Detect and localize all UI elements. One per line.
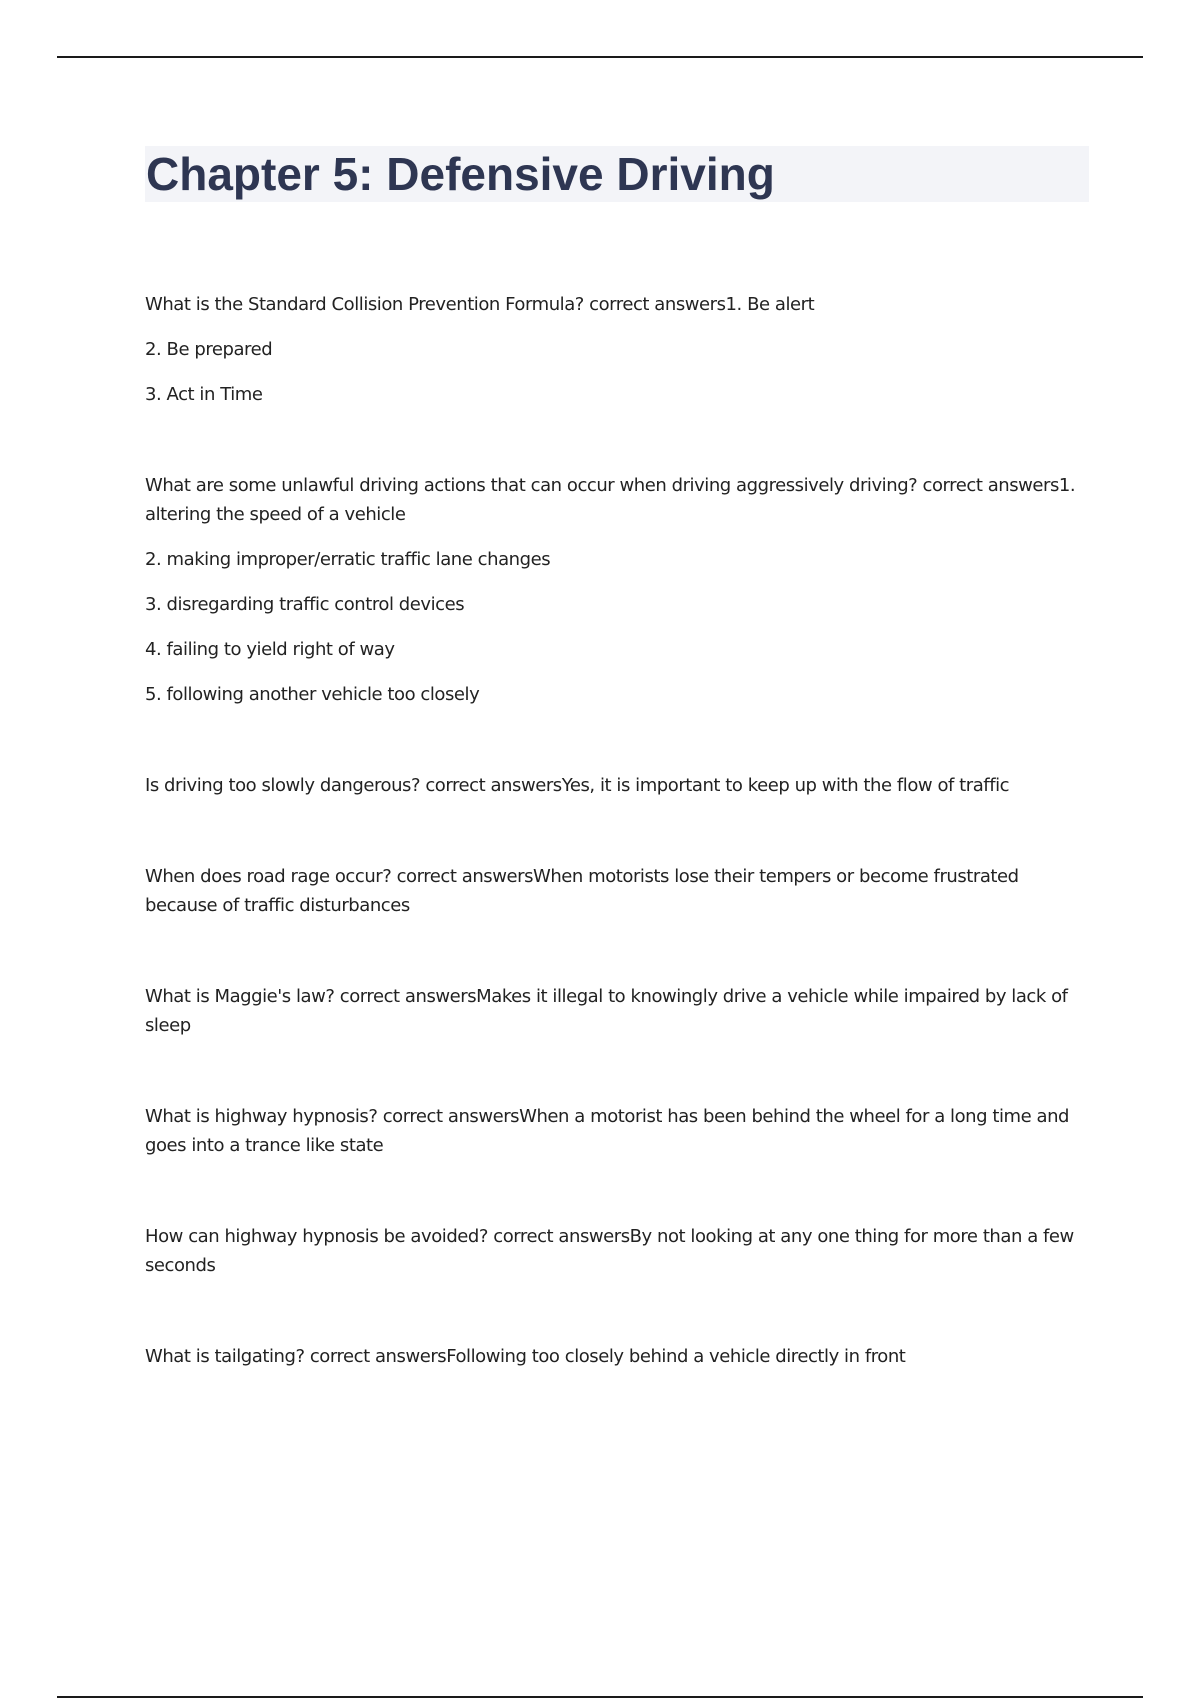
- qa-entry: [145, 862, 1095, 920]
- page-title: Chapter 5: Defensive Driving: [146, 148, 775, 200]
- qa-entry: [145, 1102, 1095, 1160]
- qa-answer-line: 2. Be prepared: [145, 339, 273, 360]
- qa-answer-line: 5. following another vehicle too closely: [145, 684, 480, 705]
- qa-question-line: Is driving too slowly dangerous? correct answersYes, it is important to keep up with the flow of traffic: [145, 775, 1010, 796]
- qa-entry: [145, 290, 1095, 409]
- qa-entry: [145, 471, 1095, 709]
- qa-entry: [145, 982, 1095, 1040]
- qa-question-line: What are some unlawful driving actions that can occur when driving aggressively driving? correct answers1. altering the speed of a vehicle: [145, 475, 1076, 525]
- qa-entry: [145, 771, 1095, 800]
- qa-question-line: What is tailgating? correct answersFollowing too closely behind a vehicle directly in front: [145, 1346, 906, 1367]
- qa-answer-line: 3. disregarding traffic control devices: [145, 594, 465, 615]
- qa-list: [145, 290, 1095, 1433]
- qa-entry: [145, 1222, 1095, 1280]
- bottom-divider: [57, 1696, 1143, 1698]
- qa-answer-line: 2. making improper/erratic traffic lane changes: [145, 549, 551, 570]
- qa-question-line: What is highway hypnosis? correct answersWhen a motorist has been behind the wheel for a long time and goes into a trance like state: [145, 1106, 1070, 1156]
- top-divider: [57, 56, 1143, 58]
- qa-question-line: What is the Standard Collision Prevention Formula? correct answers1. Be alert: [145, 294, 815, 315]
- page-title-banner: [145, 146, 1089, 202]
- qa-entry: [145, 1342, 1095, 1371]
- qa-question-line: How can highway hypnosis be avoided? correct answersBy not looking at any one thing for more than a few seconds: [145, 1226, 1074, 1276]
- qa-question-line: What is Maggie's law? correct answersMakes it illegal to knowingly drive a vehicle while impaired by lack of sleep: [145, 986, 1068, 1036]
- qa-answer-line: 3. Act in Time: [145, 384, 263, 405]
- qa-question-line: When does road rage occur? correct answersWhen motorists lose their tempers or become frustrated because of traffic disturbances: [145, 866, 1019, 916]
- qa-answer-line: 4. failing to yield right of way: [145, 639, 395, 660]
